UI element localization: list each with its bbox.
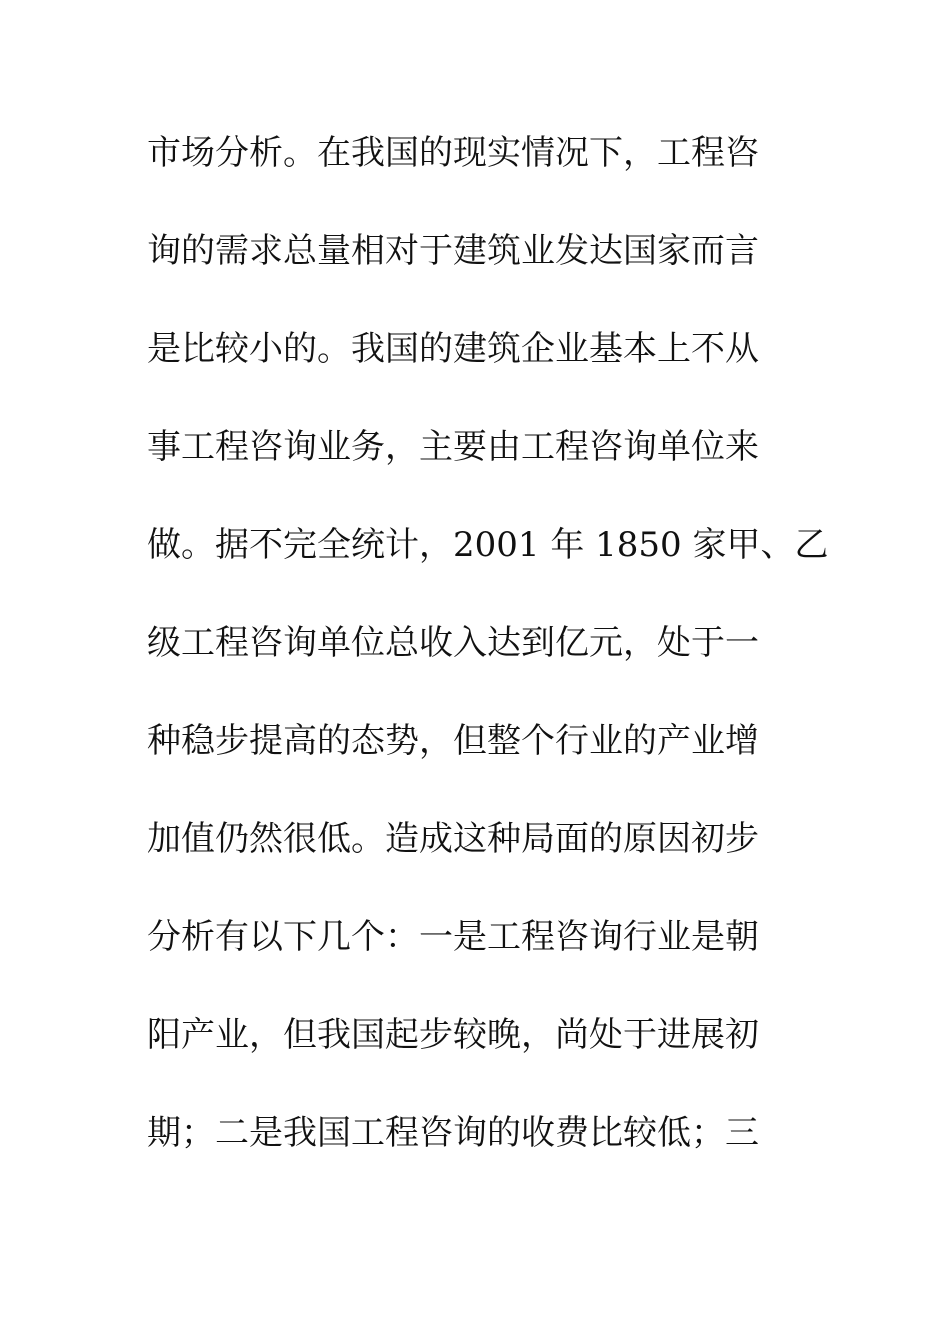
text-line: 加值仍然很低。造成这种局面的原因初步 [147,819,759,859]
text-line: 做。据不完全统计，2001 年 1850 家甲、乙 [147,525,829,565]
text-line: 询的需求总量相对于建筑业发达国家而言 [147,231,759,271]
text-line: 是比较小的。我国的建筑企业基本上不从 [147,329,759,369]
text-line: 阳产业，但我国起步较晚，尚处于进展初 [147,1015,759,1055]
text-line: 分析有以下几个：一是工程咨询行业是朝 [147,917,759,957]
body-paragraph [147,123,829,1201]
text-line: 市场分析。在我国的现实情况下，工程咨 [147,133,759,173]
text-line: 期；二是我国工程咨询的收费比较低；三 [147,1113,759,1153]
text-line: 种稳步提高的态势，但整个行业的产业增 [147,721,759,761]
text-line: 级工程咨询单位总收入达到亿元，处于一 [147,623,759,663]
text-line: 事工程咨询业务，主要由工程咨询单位来 [147,427,759,467]
